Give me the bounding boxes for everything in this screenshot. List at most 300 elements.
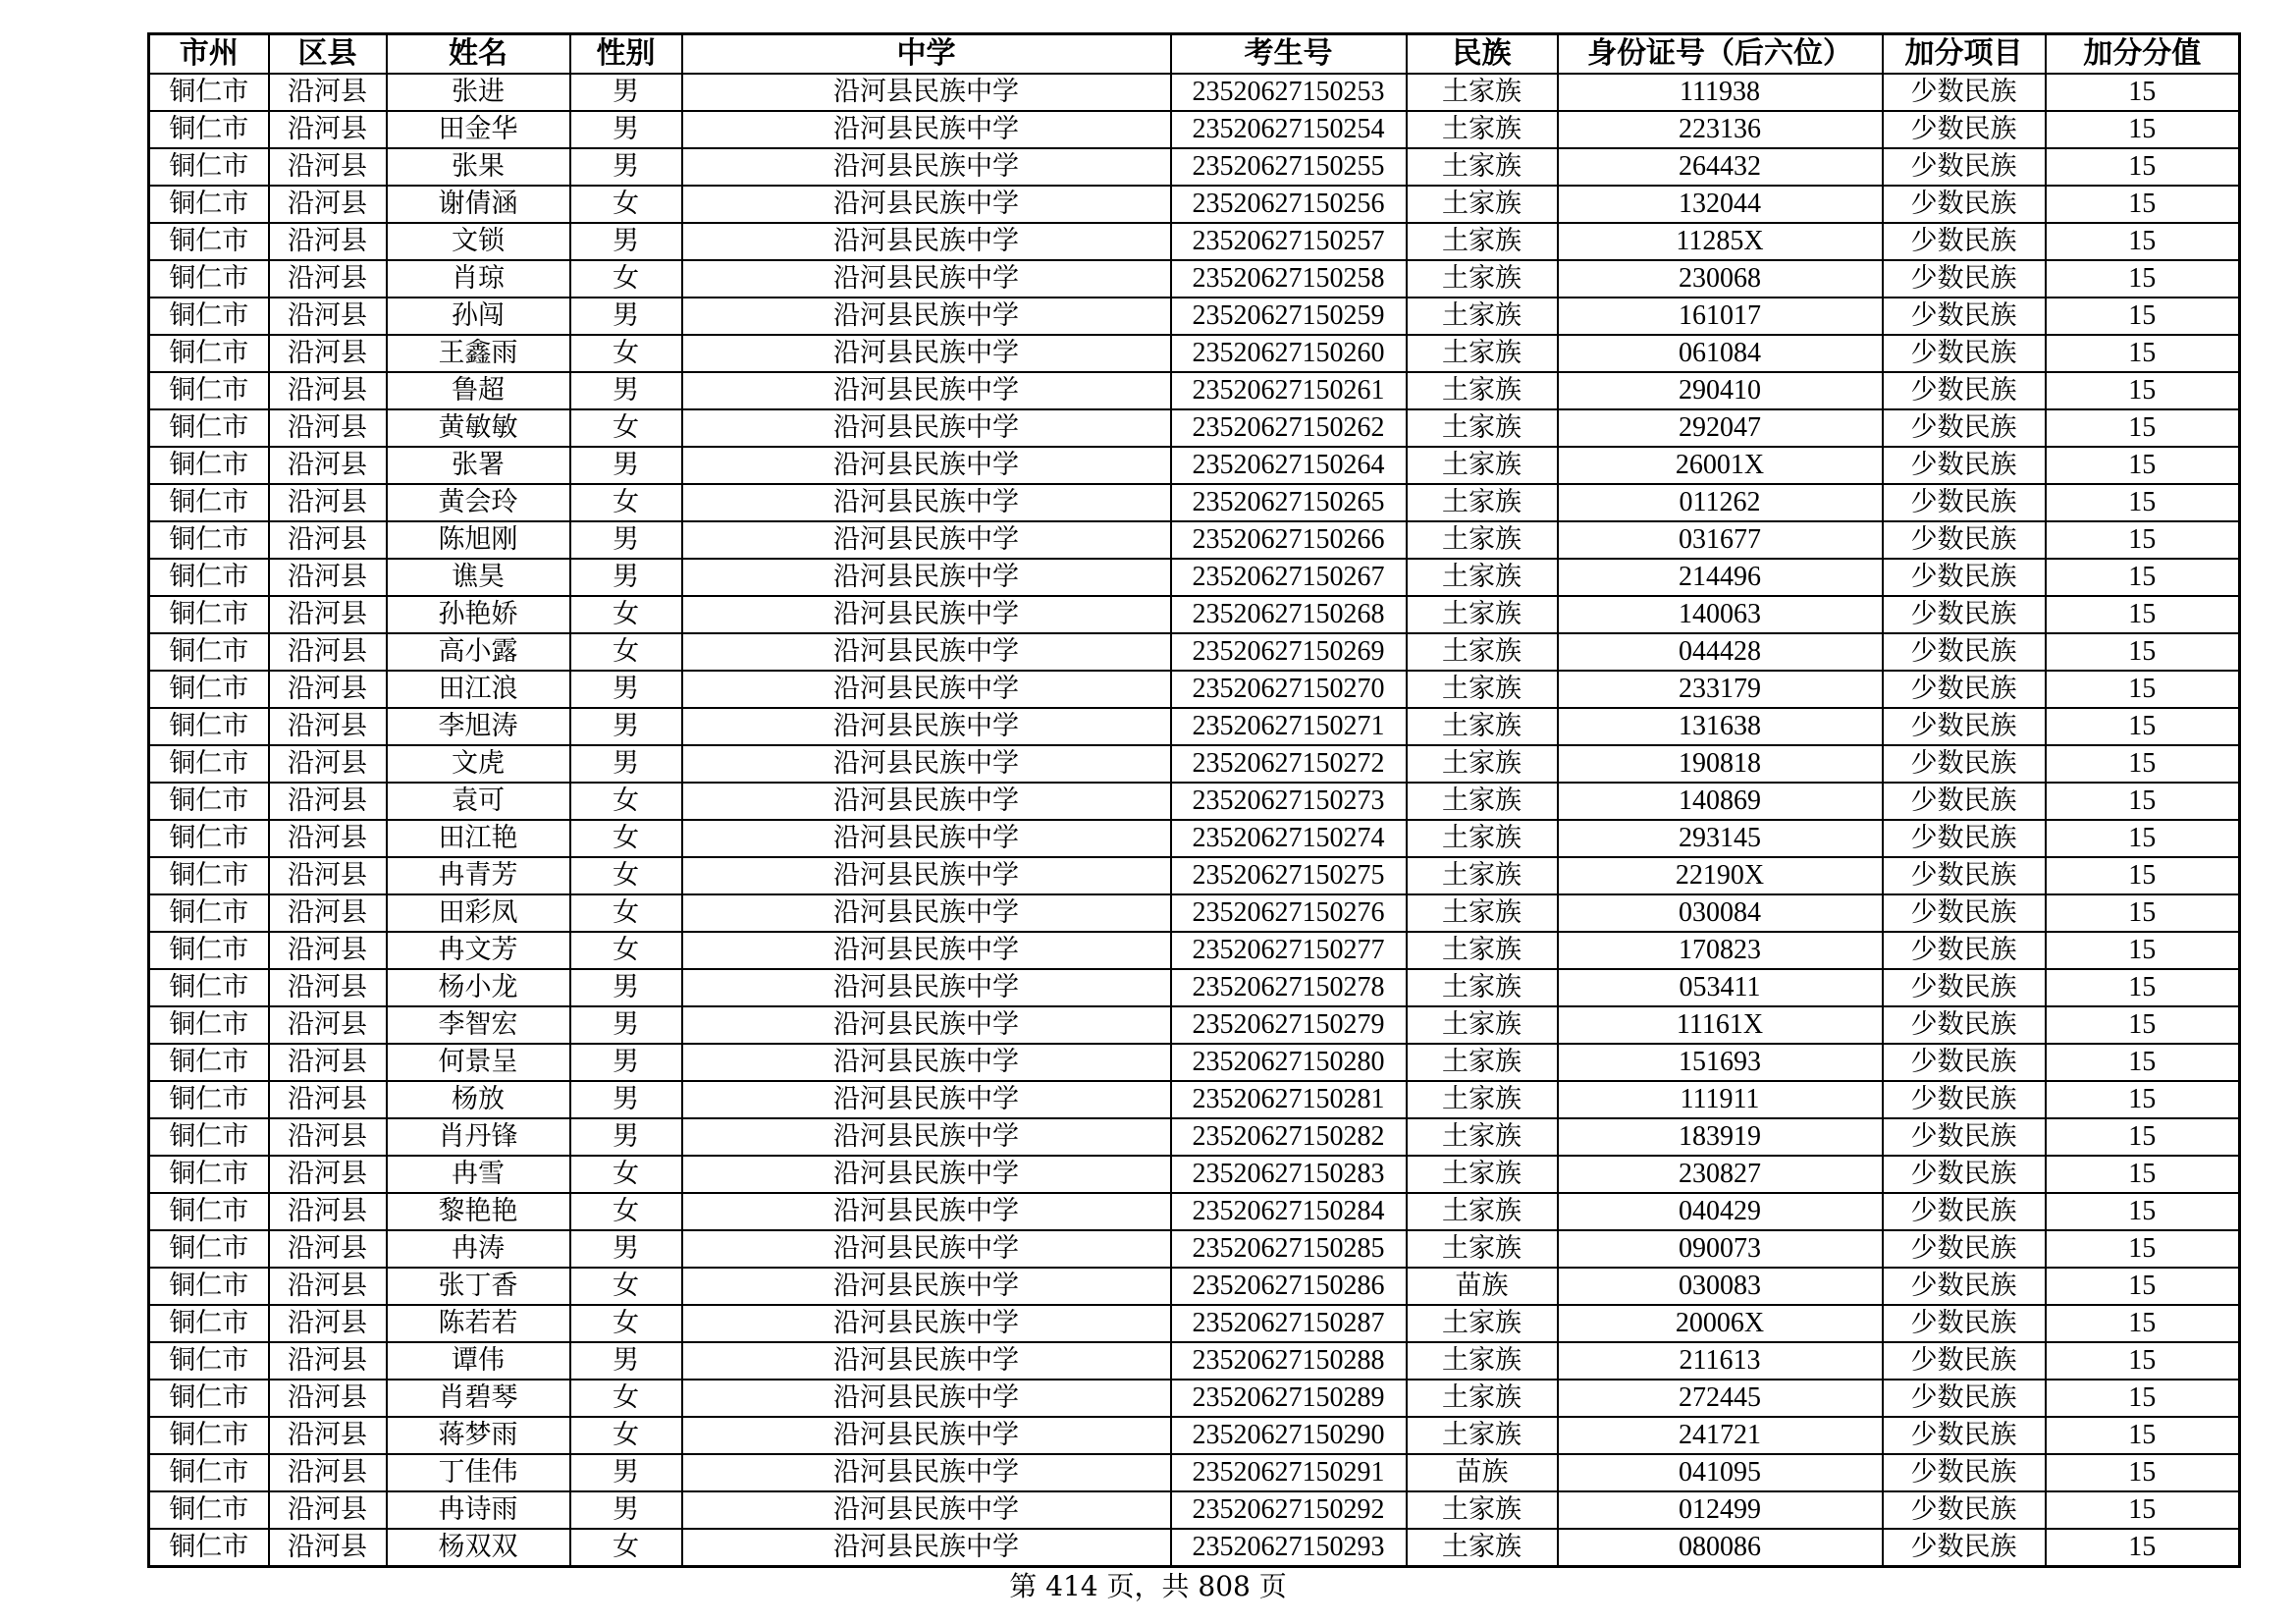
cell-bonus-value: 15 (2046, 783, 2240, 820)
table-row (149, 1193, 2240, 1230)
cell-gender: 女 (570, 932, 682, 969)
cell-gender: 女 (570, 596, 682, 633)
cell-ethnicity: 土家族 (1407, 820, 1558, 857)
cell-bonus-item: 少数民族 (1883, 1006, 2046, 1044)
table-row (149, 484, 2240, 521)
cell-city: 铜仁市 (149, 596, 269, 633)
cell-bonus-value: 15 (2046, 1230, 2240, 1268)
cell-name: 黄敏敏 (387, 409, 570, 447)
cell-bonus-item: 少数民族 (1883, 447, 2046, 484)
cell-exam-number: 23520627150282 (1171, 1118, 1407, 1156)
cell-exam-number: 23520627150290 (1171, 1417, 1407, 1454)
cell-exam-number: 23520627150284 (1171, 1193, 1407, 1230)
cell-school: 沿河县民族中学 (682, 1081, 1171, 1118)
cell-bonus-value: 15 (2046, 969, 2240, 1006)
cell-id-suffix: 292047 (1558, 409, 1883, 447)
cell-exam-number: 23520627150273 (1171, 783, 1407, 820)
cell-id-suffix: 11161X (1558, 1006, 1883, 1044)
cell-bonus-value: 15 (2046, 1380, 2240, 1417)
table-row (149, 559, 2240, 596)
cell-ethnicity: 土家族 (1407, 74, 1558, 111)
cell-id-suffix: 132044 (1558, 186, 1883, 223)
cell-name: 王鑫雨 (387, 335, 570, 372)
cell-exam-number: 23520627150257 (1171, 223, 1407, 260)
cell-id-suffix: 161017 (1558, 298, 1883, 335)
table-row (149, 335, 2240, 372)
cell-county: 沿河县 (269, 708, 387, 745)
cell-id-suffix: 012499 (1558, 1491, 1883, 1529)
table-row (149, 1342, 2240, 1380)
cell-school: 沿河县民族中学 (682, 1156, 1171, 1193)
cell-school: 沿河县民族中学 (682, 1305, 1171, 1342)
cell-county: 沿河县 (269, 372, 387, 409)
cell-school: 沿河县民族中学 (682, 1230, 1171, 1268)
cell-name: 肖琼 (387, 260, 570, 298)
cell-id-suffix: 011262 (1558, 484, 1883, 521)
cell-school: 沿河县民族中学 (682, 74, 1171, 111)
cell-bonus-item: 少数民族 (1883, 148, 2046, 186)
cell-bonus-item: 少数民族 (1883, 894, 2046, 932)
cell-county: 沿河县 (269, 857, 387, 894)
cell-bonus-value: 15 (2046, 708, 2240, 745)
cell-id-suffix: 214496 (1558, 559, 1883, 596)
cell-school: 沿河县民族中学 (682, 1454, 1171, 1491)
cell-name: 何景呈 (387, 1044, 570, 1081)
cell-id-suffix: 151693 (1558, 1044, 1883, 1081)
cell-school: 沿河县民族中学 (682, 1380, 1171, 1417)
table-row (149, 186, 2240, 223)
cell-school: 沿河县民族中学 (682, 409, 1171, 447)
cell-name: 张丁香 (387, 1268, 570, 1305)
cell-bonus-value: 15 (2046, 298, 2240, 335)
cell-gender: 男 (570, 447, 682, 484)
cell-school: 沿河县民族中学 (682, 111, 1171, 148)
cell-bonus-value: 15 (2046, 260, 2240, 298)
cell-city: 铜仁市 (149, 484, 269, 521)
cell-gender: 女 (570, 409, 682, 447)
cell-gender: 男 (570, 372, 682, 409)
cell-exam-number: 23520627150279 (1171, 1006, 1407, 1044)
cell-city: 铜仁市 (149, 1380, 269, 1417)
cell-name: 冉文芳 (387, 932, 570, 969)
cell-bonus-value: 15 (2046, 1305, 2240, 1342)
cell-exam-number: 23520627150255 (1171, 148, 1407, 186)
cell-gender: 女 (570, 335, 682, 372)
cell-gender: 男 (570, 708, 682, 745)
cell-id-suffix: 111911 (1558, 1081, 1883, 1118)
cell-city: 铜仁市 (149, 223, 269, 260)
cell-school: 沿河县民族中学 (682, 969, 1171, 1006)
cell-name: 陈旭刚 (387, 521, 570, 559)
cell-id-suffix: 183919 (1558, 1118, 1883, 1156)
cell-ethnicity: 土家族 (1407, 708, 1558, 745)
cell-exam-number: 23520627150281 (1171, 1081, 1407, 1118)
cell-id-suffix: 290410 (1558, 372, 1883, 409)
cell-gender: 女 (570, 1268, 682, 1305)
cell-city: 铜仁市 (149, 260, 269, 298)
cell-name: 孙艳娇 (387, 596, 570, 633)
table-row (149, 857, 2240, 894)
cell-exam-number: 23520627150262 (1171, 409, 1407, 447)
cell-bonus-item: 少数民族 (1883, 596, 2046, 633)
cell-school: 沿河县民族中学 (682, 298, 1171, 335)
column-header-county: 区县 (269, 34, 387, 75)
cell-bonus-item: 少数民族 (1883, 857, 2046, 894)
cell-name: 杨小龙 (387, 969, 570, 1006)
cell-school: 沿河县民族中学 (682, 745, 1171, 783)
cell-city: 铜仁市 (149, 708, 269, 745)
cell-county: 沿河县 (269, 1268, 387, 1305)
cell-exam-number: 23520627150287 (1171, 1305, 1407, 1342)
cell-ethnicity: 土家族 (1407, 745, 1558, 783)
cell-bonus-value: 15 (2046, 1006, 2240, 1044)
cell-exam-number: 23520627150258 (1171, 260, 1407, 298)
cell-city: 铜仁市 (149, 1193, 269, 1230)
cell-bonus-value: 15 (2046, 186, 2240, 223)
cell-gender: 女 (570, 1417, 682, 1454)
cell-city: 铜仁市 (149, 894, 269, 932)
cell-bonus-value: 15 (2046, 1454, 2240, 1491)
table-row (149, 1118, 2240, 1156)
column-header-gender: 性别 (570, 34, 682, 75)
cell-school: 沿河县民族中学 (682, 1193, 1171, 1230)
cell-ethnicity: 土家族 (1407, 894, 1558, 932)
cell-name: 鲁超 (387, 372, 570, 409)
cell-ethnicity: 苗族 (1407, 1454, 1558, 1491)
cell-school: 沿河县民族中学 (682, 335, 1171, 372)
cell-bonus-item: 少数民族 (1883, 1529, 2046, 1567)
cell-id-suffix: 26001X (1558, 447, 1883, 484)
cell-ethnicity: 土家族 (1407, 260, 1558, 298)
cell-bonus-value: 15 (2046, 932, 2240, 969)
cell-exam-number: 23520627150261 (1171, 372, 1407, 409)
cell-school: 沿河县民族中学 (682, 223, 1171, 260)
cell-school: 沿河县民族中学 (682, 783, 1171, 820)
table-row (149, 223, 2240, 260)
cell-gender: 男 (570, 1044, 682, 1081)
data-table (147, 32, 2241, 1568)
table-row (149, 298, 2240, 335)
column-header-name: 姓名 (387, 34, 570, 75)
cell-bonus-item: 少数民族 (1883, 409, 2046, 447)
cell-id-suffix: 061084 (1558, 335, 1883, 372)
cell-county: 沿河县 (269, 260, 387, 298)
cell-school: 沿河县民族中学 (682, 671, 1171, 708)
cell-bonus-item: 少数民族 (1883, 1454, 2046, 1491)
table-header (149, 34, 2240, 75)
cell-ethnicity: 土家族 (1407, 559, 1558, 596)
cell-bonus-item: 少数民族 (1883, 708, 2046, 745)
table-row (149, 1454, 2240, 1491)
cell-school: 沿河县民族中学 (682, 596, 1171, 633)
cell-bonus-item: 少数民族 (1883, 521, 2046, 559)
cell-bonus-item: 少数民族 (1883, 74, 2046, 111)
cell-bonus-value: 15 (2046, 1268, 2240, 1305)
cell-ethnicity: 土家族 (1407, 783, 1558, 820)
cell-bonus-item: 少数民族 (1883, 298, 2046, 335)
cell-city: 铜仁市 (149, 969, 269, 1006)
cell-bonus-item: 少数民族 (1883, 1118, 2046, 1156)
cell-exam-number: 23520627150271 (1171, 708, 1407, 745)
cell-ethnicity: 土家族 (1407, 1006, 1558, 1044)
cell-name: 田金华 (387, 111, 570, 148)
cell-ethnicity: 土家族 (1407, 857, 1558, 894)
cell-school: 沿河县民族中学 (682, 372, 1171, 409)
cell-exam-number: 23520627150267 (1171, 559, 1407, 596)
cell-gender: 女 (570, 857, 682, 894)
cell-id-suffix: 030084 (1558, 894, 1883, 932)
cell-id-suffix: 041095 (1558, 1454, 1883, 1491)
cell-ethnicity: 土家族 (1407, 1491, 1558, 1529)
cell-gender: 女 (570, 894, 682, 932)
cell-exam-number: 23520627150272 (1171, 745, 1407, 783)
cell-county: 沿河县 (269, 409, 387, 447)
cell-county: 沿河县 (269, 335, 387, 372)
cell-county: 沿河县 (269, 1417, 387, 1454)
cell-county: 沿河县 (269, 186, 387, 223)
cell-school: 沿河县民族中学 (682, 1006, 1171, 1044)
cell-bonus-item: 少数民族 (1883, 1156, 2046, 1193)
cell-name: 冉涛 (387, 1230, 570, 1268)
cell-city: 铜仁市 (149, 1417, 269, 1454)
cell-bonus-item: 少数民族 (1883, 1044, 2046, 1081)
cell-city: 铜仁市 (149, 1342, 269, 1380)
cell-id-suffix: 241721 (1558, 1417, 1883, 1454)
cell-county: 沿河县 (269, 298, 387, 335)
cell-county: 沿河县 (269, 671, 387, 708)
cell-name: 杨放 (387, 1081, 570, 1118)
cell-gender: 男 (570, 1230, 682, 1268)
cell-bonus-value: 15 (2046, 559, 2240, 596)
cell-bonus-value: 15 (2046, 223, 2240, 260)
cell-bonus-item: 少数民族 (1883, 559, 2046, 596)
table-row (149, 1417, 2240, 1454)
cell-bonus-value: 15 (2046, 372, 2240, 409)
cell-gender: 女 (570, 820, 682, 857)
cell-id-suffix: 111938 (1558, 74, 1883, 111)
cell-bonus-value: 15 (2046, 857, 2240, 894)
cell-ethnicity: 土家族 (1407, 1417, 1558, 1454)
cell-school: 沿河县民族中学 (682, 1417, 1171, 1454)
cell-bonus-value: 15 (2046, 74, 2240, 111)
cell-school: 沿河县民族中学 (682, 447, 1171, 484)
cell-name: 谯昊 (387, 559, 570, 596)
cell-id-suffix: 230068 (1558, 260, 1883, 298)
cell-gender: 男 (570, 671, 682, 708)
cell-city: 铜仁市 (149, 1044, 269, 1081)
cell-name: 冉青芳 (387, 857, 570, 894)
cell-name: 文虎 (387, 745, 570, 783)
cell-gender: 男 (570, 74, 682, 111)
table-row (149, 1081, 2240, 1118)
table-row (149, 372, 2240, 409)
cell-id-suffix: 053411 (1558, 969, 1883, 1006)
cell-exam-number: 23520627150288 (1171, 1342, 1407, 1380)
cell-county: 沿河县 (269, 1529, 387, 1567)
cell-county: 沿河县 (269, 633, 387, 671)
cell-id-suffix: 170823 (1558, 932, 1883, 969)
cell-school: 沿河县民族中学 (682, 521, 1171, 559)
cell-city: 铜仁市 (149, 1081, 269, 1118)
cell-id-suffix: 230827 (1558, 1156, 1883, 1193)
cell-name: 李旭涛 (387, 708, 570, 745)
cell-county: 沿河县 (269, 1380, 387, 1417)
cell-bonus-item: 少数民族 (1883, 111, 2046, 148)
cell-bonus-item: 少数民族 (1883, 932, 2046, 969)
cell-bonus-item: 少数民族 (1883, 1305, 2046, 1342)
table-row (149, 671, 2240, 708)
cell-city: 铜仁市 (149, 1529, 269, 1567)
cell-city: 铜仁市 (149, 148, 269, 186)
cell-exam-number: 23520627150274 (1171, 820, 1407, 857)
cell-city: 铜仁市 (149, 1491, 269, 1529)
cell-gender: 女 (570, 1193, 682, 1230)
cell-bonus-value: 15 (2046, 1417, 2240, 1454)
table-row (149, 708, 2240, 745)
cell-ethnicity: 土家族 (1407, 484, 1558, 521)
cell-school: 沿河县民族中学 (682, 148, 1171, 186)
table-row (149, 1491, 2240, 1529)
cell-school: 沿河县民族中学 (682, 708, 1171, 745)
cell-school: 沿河县民族中学 (682, 1118, 1171, 1156)
cell-id-suffix: 211613 (1558, 1342, 1883, 1380)
cell-bonus-item: 少数民族 (1883, 1268, 2046, 1305)
cell-gender: 女 (570, 484, 682, 521)
table-row (149, 447, 2240, 484)
cell-bonus-value: 15 (2046, 409, 2240, 447)
cell-city: 铜仁市 (149, 1230, 269, 1268)
cell-exam-number: 23520627150283 (1171, 1156, 1407, 1193)
cell-ethnicity: 土家族 (1407, 298, 1558, 335)
cell-exam-number: 23520627150254 (1171, 111, 1407, 148)
cell-bonus-item: 少数民族 (1883, 372, 2046, 409)
cell-ethnicity: 土家族 (1407, 1156, 1558, 1193)
cell-gender: 男 (570, 1006, 682, 1044)
cell-ethnicity: 土家族 (1407, 335, 1558, 372)
cell-county: 沿河县 (269, 894, 387, 932)
cell-city: 铜仁市 (149, 74, 269, 111)
cell-bonus-value: 15 (2046, 894, 2240, 932)
cell-city: 铜仁市 (149, 335, 269, 372)
cell-city: 铜仁市 (149, 1454, 269, 1491)
cell-gender: 女 (570, 1380, 682, 1417)
cell-bonus-value: 15 (2046, 447, 2240, 484)
cell-county: 沿河县 (269, 1044, 387, 1081)
cell-ethnicity: 土家族 (1407, 633, 1558, 671)
cell-exam-number: 23520627150269 (1171, 633, 1407, 671)
cell-ethnicity: 土家族 (1407, 186, 1558, 223)
cell-county: 沿河县 (269, 1081, 387, 1118)
cell-name: 田彩凤 (387, 894, 570, 932)
cell-gender: 女 (570, 633, 682, 671)
cell-city: 铜仁市 (149, 186, 269, 223)
cell-ethnicity: 土家族 (1407, 148, 1558, 186)
cell-bonus-item: 少数民族 (1883, 223, 2046, 260)
cell-ethnicity: 土家族 (1407, 1044, 1558, 1081)
cell-bonus-value: 15 (2046, 1118, 2240, 1156)
cell-bonus-item: 少数民族 (1883, 1081, 2046, 1118)
cell-id-suffix: 22190X (1558, 857, 1883, 894)
cell-city: 铜仁市 (149, 857, 269, 894)
cell-ethnicity: 土家族 (1407, 111, 1558, 148)
cell-name: 黄会玲 (387, 484, 570, 521)
cell-ethnicity: 土家族 (1407, 1230, 1558, 1268)
cell-school: 沿河县民族中学 (682, 1491, 1171, 1529)
cell-city: 铜仁市 (149, 372, 269, 409)
cell-school: 沿河县民族中学 (682, 484, 1171, 521)
cell-name: 蒋梦雨 (387, 1417, 570, 1454)
cell-name: 冉诗雨 (387, 1491, 570, 1529)
cell-bonus-item: 少数民族 (1883, 969, 2046, 1006)
cell-ethnicity: 土家族 (1407, 1118, 1558, 1156)
cell-id-suffix: 272445 (1558, 1380, 1883, 1417)
cell-school: 沿河县民族中学 (682, 932, 1171, 969)
cell-exam-number: 23520627150253 (1171, 74, 1407, 111)
cell-id-suffix: 264432 (1558, 148, 1883, 186)
cell-city: 铜仁市 (149, 671, 269, 708)
header-row (149, 34, 2240, 75)
cell-bonus-value: 15 (2046, 335, 2240, 372)
cell-school: 沿河县民族中学 (682, 820, 1171, 857)
table-row (149, 409, 2240, 447)
cell-bonus-item: 少数民族 (1883, 484, 2046, 521)
table-row (149, 633, 2240, 671)
cell-school: 沿河县民族中学 (682, 1268, 1171, 1305)
cell-county: 沿河县 (269, 1118, 387, 1156)
cell-exam-number: 23520627150289 (1171, 1380, 1407, 1417)
cell-gender: 女 (570, 186, 682, 223)
cell-city: 铜仁市 (149, 820, 269, 857)
cell-gender: 女 (570, 783, 682, 820)
cell-bonus-item: 少数民族 (1883, 745, 2046, 783)
cell-county: 沿河县 (269, 820, 387, 857)
cell-bonus-value: 15 (2046, 1044, 2240, 1081)
cell-gender: 男 (570, 521, 682, 559)
cell-name: 杨双双 (387, 1529, 570, 1567)
cell-county: 沿河县 (269, 1193, 387, 1230)
table-row (149, 111, 2240, 148)
column-header-school: 中学 (682, 34, 1171, 75)
cell-name: 肖碧琴 (387, 1380, 570, 1417)
cell-county: 沿河县 (269, 1342, 387, 1380)
table-row (149, 1156, 2240, 1193)
cell-county: 沿河县 (269, 484, 387, 521)
table-row (149, 1044, 2240, 1081)
cell-school: 沿河县民族中学 (682, 894, 1171, 932)
cell-gender: 女 (570, 260, 682, 298)
cell-exam-number: 23520627150264 (1171, 447, 1407, 484)
cell-bonus-value: 15 (2046, 671, 2240, 708)
cell-name: 田江浪 (387, 671, 570, 708)
cell-ethnicity: 土家族 (1407, 1193, 1558, 1230)
cell-bonus-item: 少数民族 (1883, 186, 2046, 223)
cell-exam-number: 23520627150277 (1171, 932, 1407, 969)
cell-county: 沿河县 (269, 745, 387, 783)
cell-gender: 男 (570, 745, 682, 783)
column-header-id-suffix: 身份证号（后六位） (1558, 34, 1883, 75)
table-row (149, 74, 2240, 111)
table-row (149, 260, 2240, 298)
cell-bonus-item: 少数民族 (1883, 671, 2046, 708)
cell-county: 沿河县 (269, 783, 387, 820)
table-row (149, 148, 2240, 186)
cell-school: 沿河县民族中学 (682, 633, 1171, 671)
cell-name: 冉雪 (387, 1156, 570, 1193)
cell-ethnicity: 土家族 (1407, 1529, 1558, 1567)
cell-exam-number: 23520627150256 (1171, 186, 1407, 223)
cell-county: 沿河县 (269, 1006, 387, 1044)
cell-gender: 男 (570, 1118, 682, 1156)
